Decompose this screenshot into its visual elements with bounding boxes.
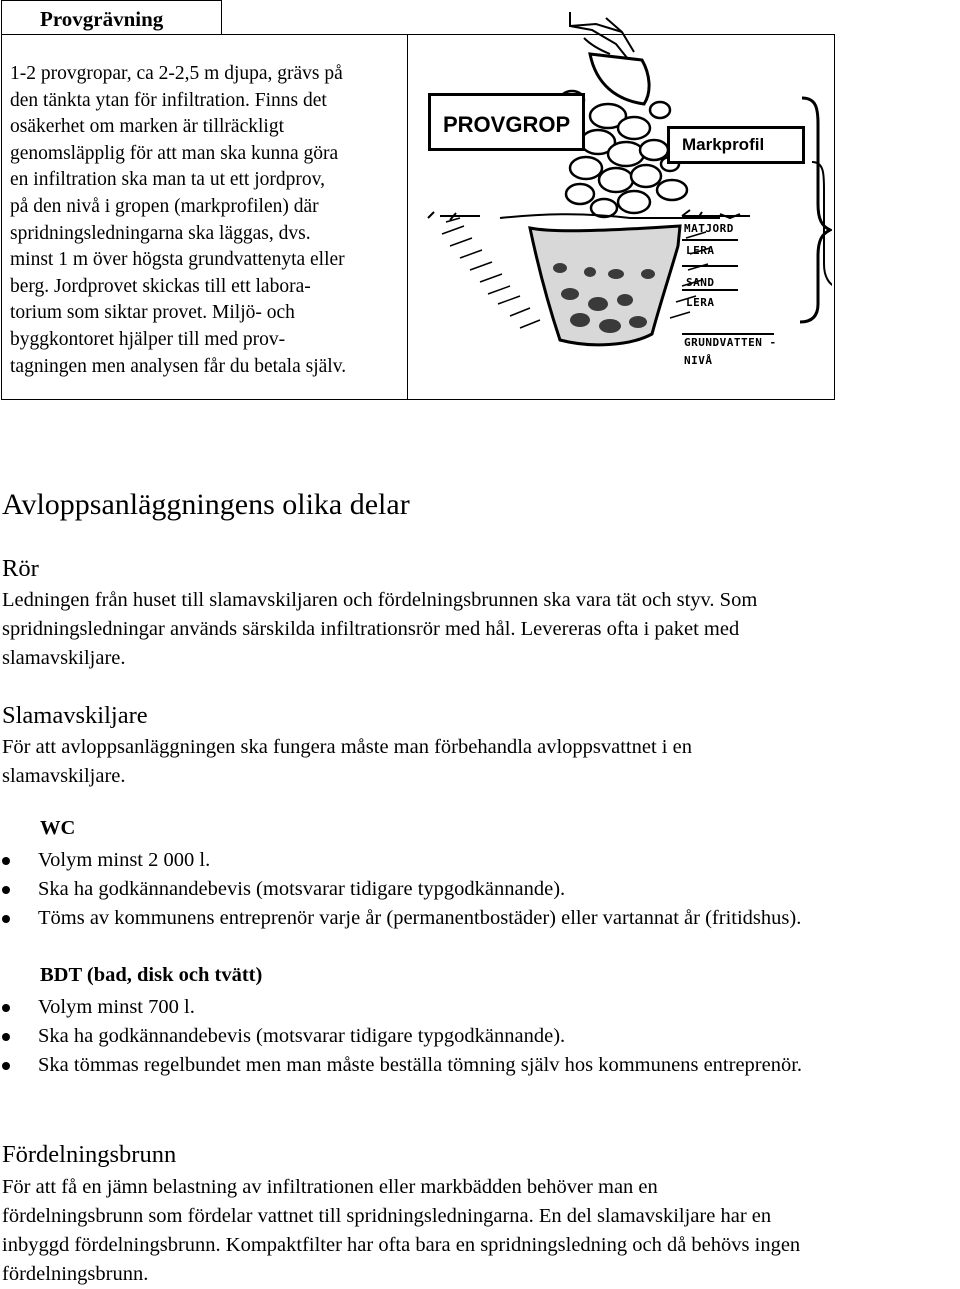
text-line: minst 1 m över högsta grundvattenyta eller <box>10 249 345 271</box>
bullet-icon <box>2 1033 10 1041</box>
text-line: en infiltration ska man ta ut ett jordprov, <box>10 169 325 191</box>
provgrop-illustration <box>420 4 832 362</box>
fordelningsbrunn-paragraph <box>2 1173 960 1289</box>
layer-grundvatten: GRUNDVATTEN - <box>684 336 777 349</box>
bullet-icon <box>2 1062 10 1070</box>
bullet-icon <box>2 886 10 894</box>
provgravning-title: Provgrävning <box>40 7 164 31</box>
text-line: fördelningsbrunn som fördelar vattnet till spridningsledningarna. En del slamavskiljare har en <box>2 1205 772 1227</box>
heading-ror: Rör <box>2 555 39 582</box>
heading-fordelningsbrunn: Fördelningsbrunn <box>2 1141 177 1168</box>
text-line: osäkerhet om marken är tillräckligt <box>10 116 284 138</box>
provgrop-label: PROVGROP <box>428 93 585 151</box>
text-line: slamavskiljare. <box>2 765 126 787</box>
text-line: 1-2 provgropar, ca 2-2,5 m djupa, grävs på <box>10 63 343 84</box>
text-line: den tänkta ytan för infiltration. Finns det <box>10 89 327 111</box>
layer-sand: SAND <box>686 276 715 289</box>
text-line: berg. Jordprovet skickas till ett labora- <box>10 275 311 297</box>
list-item: Ska ha godkännandebevis (motsvarar tidigare typgodkännande). <box>0 875 801 904</box>
bullet-icon <box>2 1004 10 1012</box>
text-line: tagningen men analysen får du betala själv. <box>10 355 347 377</box>
text-line: fördelningsbrunn. <box>2 1263 149 1285</box>
text-line: torium som siktar provet. Miljö- och <box>10 302 295 324</box>
bdt-list <box>0 993 802 1080</box>
wc-list <box>0 846 801 933</box>
section-tab <box>1 0 222 34</box>
layer-lera-1: LERA <box>686 244 715 257</box>
text-line: spridningsledningarna ska läggas, dvs. <box>10 222 311 244</box>
list-item: Volym minst 700 l. <box>0 993 802 1022</box>
text-line: inbyggd fördelningsbrunn. Kompaktfilter har ofta bara en spridningsledning och då behövs ingen <box>2 1234 801 1256</box>
markprofil-label: Markprofil <box>667 126 805 164</box>
heading-wc: WC <box>40 817 76 839</box>
text-line: För att få en jämn belastning av infiltrationen eller markbädden behöver man en <box>2 1176 658 1198</box>
text-line: spridningsledningar används särskilda infiltrationsrör med hål. Levereras ofta i paket med <box>2 618 740 640</box>
list-item: Volym minst 2 000 l. <box>0 846 801 875</box>
heading-bdt: BDT (bad, disk och tvätt) <box>40 964 263 986</box>
list-item: Töms av kommunens entreprenör varje år (permanentbostäder) eller vartannat år (fritidshus). <box>0 904 801 933</box>
text-line: på den nivå i gropen (markprofilen) där <box>10 195 319 217</box>
text-line: genomsläpplig för att man ska kunna göra <box>10 142 339 164</box>
slamavskiljare-paragraph <box>2 733 960 791</box>
list-item: Ska ha godkännandebevis (motsvarar tidigare typgodkännande). <box>0 1022 802 1051</box>
bullet-icon <box>2 915 10 923</box>
text-line: För att avloppsanläggningen ska fungera måste man förbehandla avloppsvattnet i en <box>2 736 692 758</box>
ror-paragraph <box>2 586 960 673</box>
main-title: Avloppsanläggningens olika delar <box>2 488 410 521</box>
text-line: slamavskiljare. <box>2 647 126 669</box>
list-item: Ska tömmas regelbundet men man måste beställa tömning själv hos kommunens entreprenör. <box>0 1051 802 1080</box>
layer-niva: NIVÅ <box>684 354 713 367</box>
bullet-icon <box>2 857 10 865</box>
layer-lera-2: LERA <box>686 296 715 309</box>
layer-matjord: MATJORD <box>684 222 734 235</box>
text-line: Ledningen från huset till slamavskiljaren och fördelningsbrunnen ska vara tät och styv. Som <box>2 589 758 611</box>
heading-slamavskiljare: Slamavskiljare <box>2 702 148 729</box>
text-line: byggkontoret hjälper till med prov- <box>10 328 286 350</box>
provgravning-text <box>10 61 402 380</box>
box-divider <box>407 35 408 399</box>
